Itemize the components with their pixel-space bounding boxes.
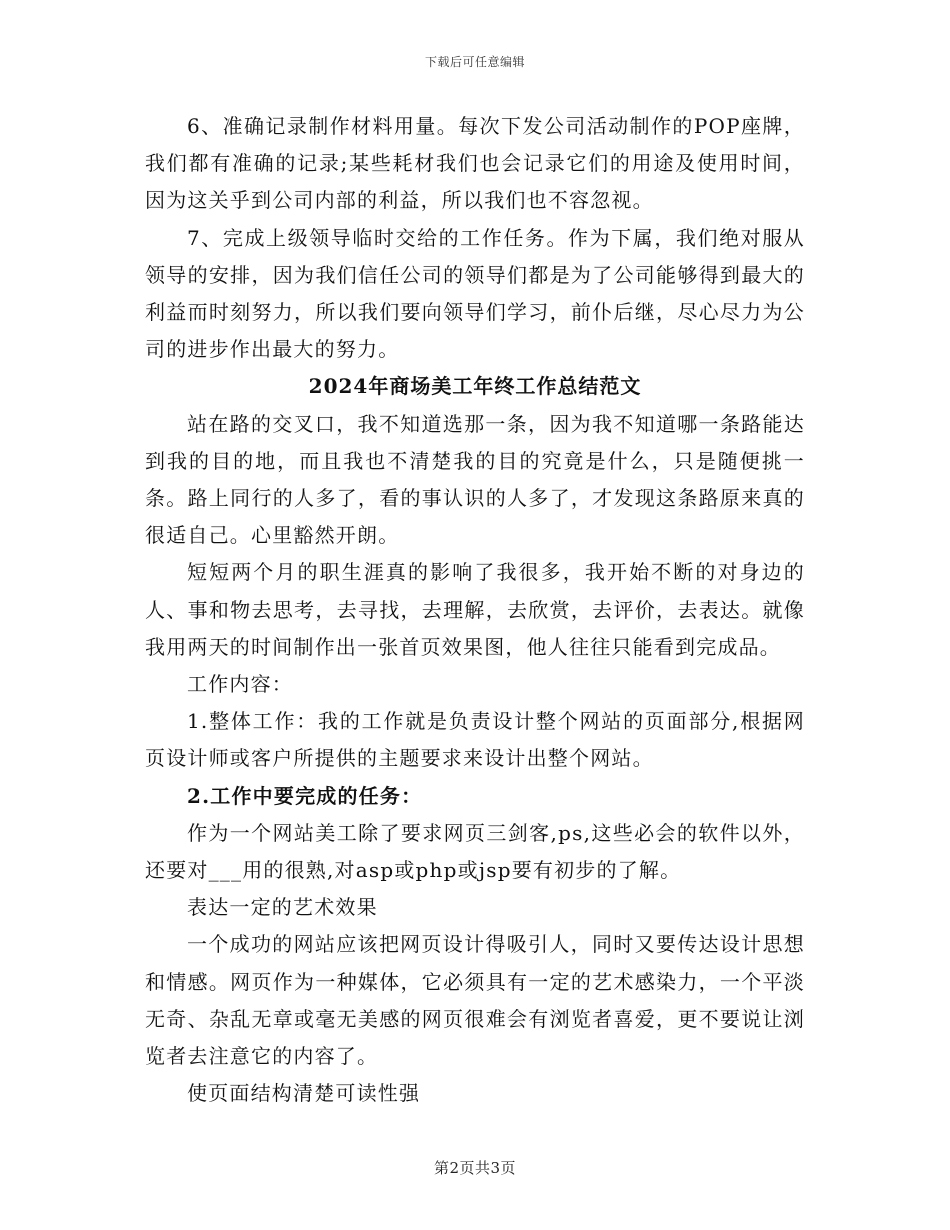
work-item-1: 1.整体工作：我的工作就是负责设计整个网站的页面部分,根据网页设计师或客户所提供的主题要求来设计出整个网站。 [145,709,805,771]
paragraph-item-7: 7、完成上级领导临时交给的工作任务。作为下属，我们绝对服从领导的安排，因为我们信任公司的领导们都是为了公司能够得到最大的利益而时刻努力，所以我们要向领导们学习，前仆后继，尽心尽力为公司的进步作出最大的努力。 [145,225,805,362]
paragraph-intro-2: 短短两个月的职生涯真的影响了我很多，我开始不断的对身边的人、事和物去思考，去寻找，去理解，去欣赏，去评价，去表达。就像我用两天的时间制作出一张首页效果图，他人往往只能看到完成品。 [145,560,805,659]
art-heading: 表达一定的艺术效果 [187,895,378,920]
work-item-2-text: 作为一个网站美工除了要求网页三剑客,ps,这些必会的软件以外，还要对___用的很熟,对asp或php或jsp要有初步的了解。 [145,820,805,883]
work-content-label: 工作内容： [187,672,293,697]
section-title: 2024年商场美工年终工作总结范文 [308,374,642,399]
work-item-2-heading: 2.工作中要完成的任务： [187,783,423,808]
paragraph-item-6: 6、准确记录制作材料用量。每次下发公司活动制作的POP座牌，我们都有准确的记录;某些耗材我们也会记录它们的用途及使用时间，因为这关乎到公司内部的利益，所以我们也不容忽视。 [145,114,805,213]
structure-heading: 使页面结构清楚可读性强 [187,1081,421,1106]
header-note: 下载后可任意编辑 [424,55,525,69]
art-paragraph: 一个成功的网站应该把网页设计得吸引人，同时又要传达设计思想和情感。网页作为一种媒体，它必须具有一定的艺术感染力，一个平淡无奇、杂乱无章或毫无美感的网页很难会有浏览者喜爱，更不要说让浏览者去注意它的内容了。 [145,932,805,1069]
paragraph-intro-1: 站在路的交叉口，我不知道选那一条，因为我不知道哪一条路能达到我的目的地，而且我也不清楚我的目的究竟是什么，只是随便挑一条。路上同行的人多了，看的事认识的人多了，才发现这条路原来真的很适自己。心里豁然开朗。 [145,411,805,548]
page-indicator: 第2页共3页 [433,1159,517,1177]
document-body [145,108,805,1112]
